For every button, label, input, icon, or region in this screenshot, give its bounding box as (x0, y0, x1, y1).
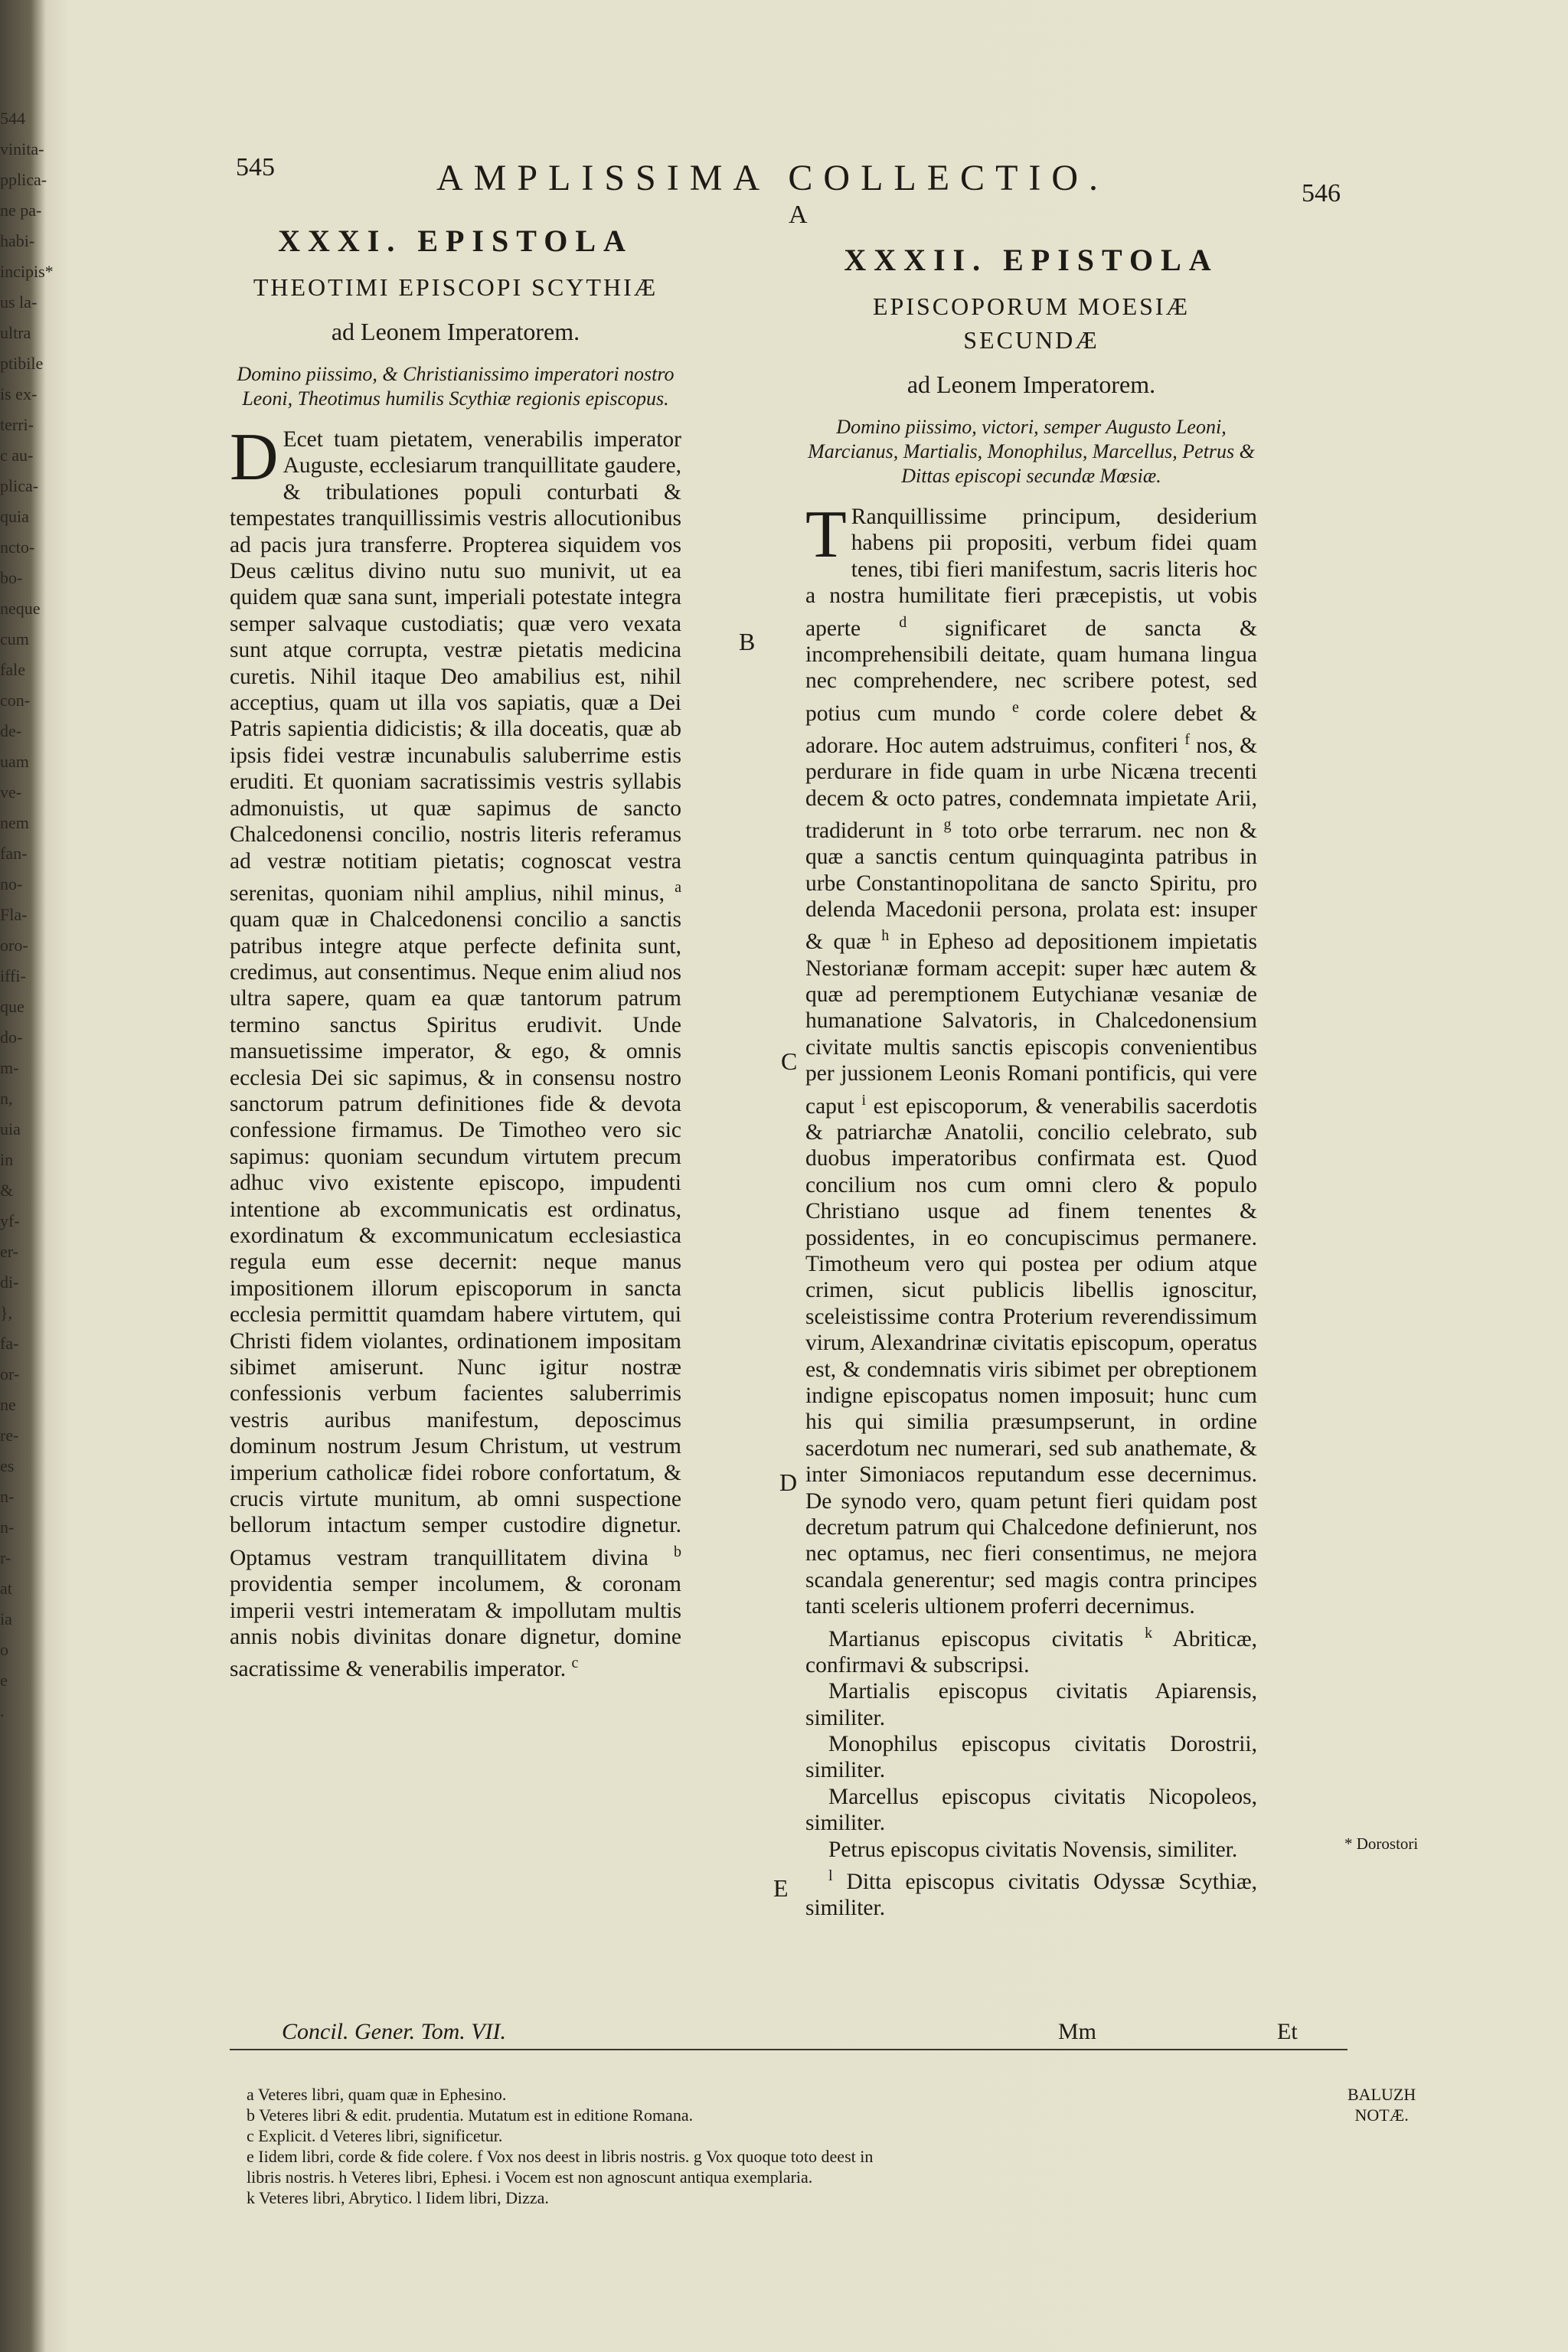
signatory (805, 1620, 1257, 1679)
footnote-line: a Veteres libri, quam quæ in Ephesino. (247, 2085, 507, 2104)
footnote-line: b Veteres libri & edit. prudentia. Mutatum est in editione Romana. (247, 2105, 694, 2125)
prev-page-fragment: quia (0, 507, 29, 526)
prev-page-fragment: ncto- (0, 537, 35, 557)
prev-page-fragment: fale (0, 660, 25, 679)
drop-cap: D (230, 420, 279, 495)
running-title: AMPLISSIMA COLLECTIO. (436, 158, 1109, 198)
footnote-line: c Explicit. d Veteres libri, significetur. (247, 2126, 503, 2145)
margin-letter-e: E (773, 1874, 789, 1902)
signatory-text: similiter. (805, 1758, 886, 1783)
epistle-recipient: ad Leonem Imperatorem. (331, 318, 580, 345)
prev-page-fragment: at (0, 1579, 12, 1598)
prev-page-fragment: ia (0, 1609, 12, 1628)
prev-page-fragment: us la- (0, 292, 38, 312)
margin-note: * Dorostori (1344, 1834, 1419, 1853)
prev-page-fragment: e (0, 1671, 8, 1690)
signatory: Marcellus episcopus civitatis Nicopoleos, similiter. (805, 1784, 1257, 1836)
prev-page-fragment: oro- (0, 936, 28, 955)
prev-page-fragment: fa- (0, 1334, 19, 1353)
epistle-heading: XXXII. EPISTOLA (844, 243, 1219, 277)
prev-page-fragment: uam (0, 752, 29, 771)
prev-page-fragment: Fla- (0, 905, 28, 924)
epistle-salutation: Domino piissimo, victori, semper Augusto Leoni, Marcianus, Martialis, Monophilus, Marcellus, Petrus & Dittas episcopi secundæ Mœsiæ. (808, 416, 1255, 487)
note-ref: f (1184, 730, 1191, 748)
prev-page-fragment: n, (0, 1089, 13, 1108)
prev-page-fragment: incipis* (0, 262, 54, 281)
prev-page-fragment: es (0, 1456, 15, 1475)
footnotes (247, 2084, 1349, 2208)
epistle-body (805, 498, 1258, 1922)
prev-page-fragment: fan- (0, 844, 28, 863)
prev-page-fragment: n- (0, 1487, 15, 1506)
right-column (805, 237, 1257, 1922)
notes-label-line: BALUZH (1348, 2085, 1416, 2104)
prev-page-fragment: bo- (0, 568, 23, 587)
body-text: in Epheso ad depositionem impietatis Nestorianæ formam accepit: super hæc autem & quæ ad peremptionem Eutychianæ vesaniæ de humanatione Salvatoris, in Chalcedonensium civitate multis sanctis episcopis convenientibus per jussionem Leonis Romani pontificis, qui vere caput (805, 929, 1257, 1119)
prev-page-fragment: ne pa- (0, 201, 42, 220)
prev-page-fragment: & (0, 1181, 14, 1200)
prev-page-fragment: do- (0, 1027, 23, 1047)
signatory-text: Ditta episcopus civitatis Odyssæ Scythiæ, similiter. (805, 1869, 1257, 1921)
epistle-salutation: Domino piissimo, & Christianissimo imperatori nostro Leoni, Theotimus humilis Scythiæ regionis episcopus. (237, 363, 675, 410)
body-text: Ranquillissime principum, desiderium habens pii propositi, verbum fidei quam tenes, tibi fieri manifestum, sacris literis hoc a nostra humilitate fieri præcepistis, ut vobis aperte (805, 505, 1257, 641)
prev-page-fragment: plica- (0, 476, 39, 495)
signatory (805, 1863, 1257, 1922)
signatory-text: Abriticæ, confirmavi & subscripsi. (805, 1626, 1258, 1677)
prev-page-fragment: re- (0, 1426, 19, 1445)
epistle-author: THEOTIMI EPISCOPI SCYTHIÆ (253, 273, 658, 301)
signatory: Martialis episcopus civitatis Apiarensis, similiter. (805, 1679, 1257, 1730)
note-ref: i (861, 1091, 867, 1109)
epistle-body (230, 420, 681, 1683)
prev-page-fragment: que (0, 997, 24, 1016)
signatory-text: Monophilus episcopus civitatis Dorostrii, (828, 1732, 1257, 1757)
drop-cap: T (805, 498, 847, 572)
prev-page-fragment: er- (0, 1242, 18, 1261)
prev-page-fragment: o (0, 1640, 8, 1659)
prev-page-fragment: yf- (0, 1211, 20, 1230)
prev-page-fragment: ne (0, 1395, 16, 1414)
prev-page-fragment: is ex- (0, 384, 38, 403)
footnote-line: k Veteres libri, Abrytico. l Iidem libri, Dizza. (247, 2188, 549, 2207)
left-column (230, 218, 681, 1683)
margin-letter-d: D (779, 1468, 798, 1496)
signatory: Petrus episcopus civitatis Novensis, similiter. (828, 1837, 1238, 1862)
prev-page-fragment: . (0, 1701, 5, 1720)
margin-letter-c: C (781, 1047, 798, 1075)
prev-page-fragment: 544 (0, 109, 25, 128)
page-number-left: 545 (236, 153, 275, 181)
body-text: Ecet tuam pietatem, venerabilis imperator Auguste, ecclesiarum tranquillitate gaudere, & tribulationes populi conturbati & tempestates tranquillissimis vestris allocutionibus ad pacis jura transferre. Propterea siquidem vos Deus cælitus divino nutu suo munivit, ut ea quidem quæ sana sunt, imperiali potestate integra semper salvaque custodiatis; quæ vero vexata sunt atque corrupta, vestræ pietatis medicina curetis. Nihil itaque Deo amabilius est, nihil acceptius, quam ut illa vos sapiatis, quæ a Dei Patris sapientia didicistis; & illa doceatis, quæ ab ipsis fidei vestræ incunabulis saluberrime estis eruditi. Et quoniam sacratissimis vestris syllabis admonuistis, ut quæ sapimus de sancto Chalcedonensi concilio, nostris literis referamus ad vestræ notitiam pietatis; cognoscat vestra serenitas, quoniam nihil amplius, nihil minus, (230, 427, 681, 906)
previous-page-edge (0, 107, 84, 1792)
footer-catchword: Et (1277, 2019, 1298, 2044)
note-ref: k (1145, 1624, 1153, 1642)
body-text: providentia semper incolumem, & coronam imperii vestri intemeratam & impollutam multis annis nobis divinitas donare dignetur, domine sacratissime & venerabilis imperator. (230, 1572, 681, 1682)
prev-page-fragment: de- (0, 721, 22, 740)
note-ref: b (674, 1543, 681, 1560)
signatory (805, 1731, 1257, 1784)
prev-page-fragment: neque (0, 599, 41, 618)
prev-page-fragment: no- (0, 874, 23, 893)
prev-page-fragment: pplica- (0, 170, 47, 189)
body-text: quam quæ in Chalcedonensi concilio a sanctis patribus integre atque perfecte definita sunt, credimus, aut consentimus. Neque enim aliud nos ultra sapere, quam ea quæ tantorum patrum termino sanctus Spiritus erudivit. Unde mansuetissime imperator, & ego, & omnis ecclesia Dei sic sapimus, & in consensu nostro sanctorum patrum definitiones fide & devota confessione firmamus. De Timotheo vero sic sapimus: quoniam secundum virtutem precum adhuc vivo existente episcopo, impudenti intentione ab excommunicatis est ordinatus, exordinatum & excommunicatum ecclesiastica regula eum esse decernit: neque manus impositionem illorum episcoporum in sancta ecclesia permittit quamdam habere virtutem, qui Christi fidem violantes, ordinationem impositam sibimet amiserunt. Nunc igitur nostræ confessionis verbum facientes saluberrimis vestris auribus manifestum, deposcimus dominum nostrum Jesum Christum, ut vestrum imperium catholicæ fidei robore confortatum, & crucis virtute munitum, ab omni suspectione bellorum intactum semper custodire dignetur. Optamus vestram tranquillitatem divina (230, 907, 681, 1570)
notes-label-line: NOTÆ. (1354, 2105, 1409, 2125)
margin-letter-b: B (739, 628, 756, 655)
prev-page-fragment: r- (0, 1548, 11, 1567)
footnote-rule (230, 2049, 1348, 2050)
note-ref: a (675, 878, 681, 896)
prev-page-fragment: m- (0, 1058, 19, 1077)
prev-page-fragment: iffi- (0, 966, 26, 985)
body-text: corde colere debet & adorare. Hoc autem adstruimus, confiteri (805, 701, 1258, 758)
prev-page-fragment: nem (0, 813, 29, 832)
epistle-heading: XXXI. EPISTOLA (278, 224, 633, 258)
footer-volume: Concil. Gener. Tom. VII. (282, 2019, 507, 2044)
prev-page-fragment: }, (0, 1303, 13, 1322)
body-text: est episcoporum, & venerabilis sacerdotis & patriarchæ Anatolii, concilio celebrato, sub duobus imperatoribus confirmata est. Quod concilium nos cum omni clero & populo Christiano usque ad finem tenentes & possidentes, in eo concupiscimus permanere. Timotheum vero qui postea per odium atque crimen, sicut publicis libellis ignoscitur, sceleistissime contra Proterium reverendissimum virum, Alexandrinæ civitatis episcopum, operatus est, & condemnatis viris sibimet per obreptionem indigne episcopatus nomen imposuit; hunc cum his qui similia præsumpserunt, in ordine sacerdotum nec numerari, sed sub anathemate, & inter Simoniacos reputandum esse decernimus. De synodo vero, quam petunt fieri quidam post decretum patrum qui Chalcedone definierunt, nos nec optamus, nec fieri consentimus, ne mejora scandala generentur; sed magis contra principes tanti sceleris ultionem proferri decernimus. (805, 1093, 1258, 1619)
prev-page-fragment: terri- (0, 415, 34, 434)
prev-page-fragment: cum (0, 629, 29, 648)
prev-page-fragment: habi- (0, 231, 35, 250)
prev-page-fragment: con- (0, 691, 31, 710)
prev-page-fragment: ultra (0, 323, 31, 342)
margin-letter-a: A (789, 201, 808, 229)
note-ref: l (828, 1867, 833, 1885)
prev-page-fragment: vinita- (0, 139, 44, 158)
epistle-author: EPISCOPORUM MOESIÆ SECUNDÆ (872, 292, 1191, 354)
page-number-right: 546 (1302, 179, 1341, 207)
body-text: nos, & perdurare in fide quam in urbe Nicæna trecenti decem & octo patres, condemnata impietate Arii, tradiderunt in (805, 733, 1258, 843)
note-ref: d (899, 613, 907, 631)
body-text: significaret de sancta & incomprehensibili deitate, quam humana lingua nec comprehendere, nec scribere potest, sed potius cum mundo (805, 616, 1258, 726)
note-ref: h (881, 927, 890, 945)
note-ref: e (1011, 698, 1019, 716)
prev-page-fragment: c au- (0, 446, 34, 465)
prev-page-fragment: n- (0, 1517, 15, 1537)
note-ref: c (571, 1655, 579, 1672)
signatory-text: Martianus episcopus civitatis (828, 1626, 1124, 1651)
prev-page-fragment: in (0, 1150, 14, 1169)
note-ref: g (943, 815, 952, 833)
prev-page-fragment: or- (0, 1364, 20, 1383)
prev-page-fragment: uia (0, 1119, 21, 1138)
body-text: toto orbe terrarum. nec non & quæ a sanctis centum quinquaginta patribus in urbe Constantinopolitana de sancto Spiritu, pro delenda Macedonii persona, prolata est: insuper & quæ (805, 818, 1257, 955)
epistle-recipient: ad Leonem Imperatorem. (906, 371, 1156, 398)
notes-label (1348, 2084, 1416, 2125)
prev-page-fragment: di- (0, 1272, 19, 1292)
footnote-line: libris nostris. h Veteres libri, Ephesi. i Vocem est non agnoscunt antiqua exemplaria. (247, 2167, 813, 2187)
footnote-line: e Iidem libri, corde & fide colere. f Vox nos deest in libris nostris. g Vox quoque toto deest in (247, 2147, 874, 2166)
prev-page-fragment: ve- (0, 782, 22, 802)
prev-page-fragment: ptibile (0, 354, 44, 373)
footer-signature: Mm (1058, 2019, 1097, 2044)
